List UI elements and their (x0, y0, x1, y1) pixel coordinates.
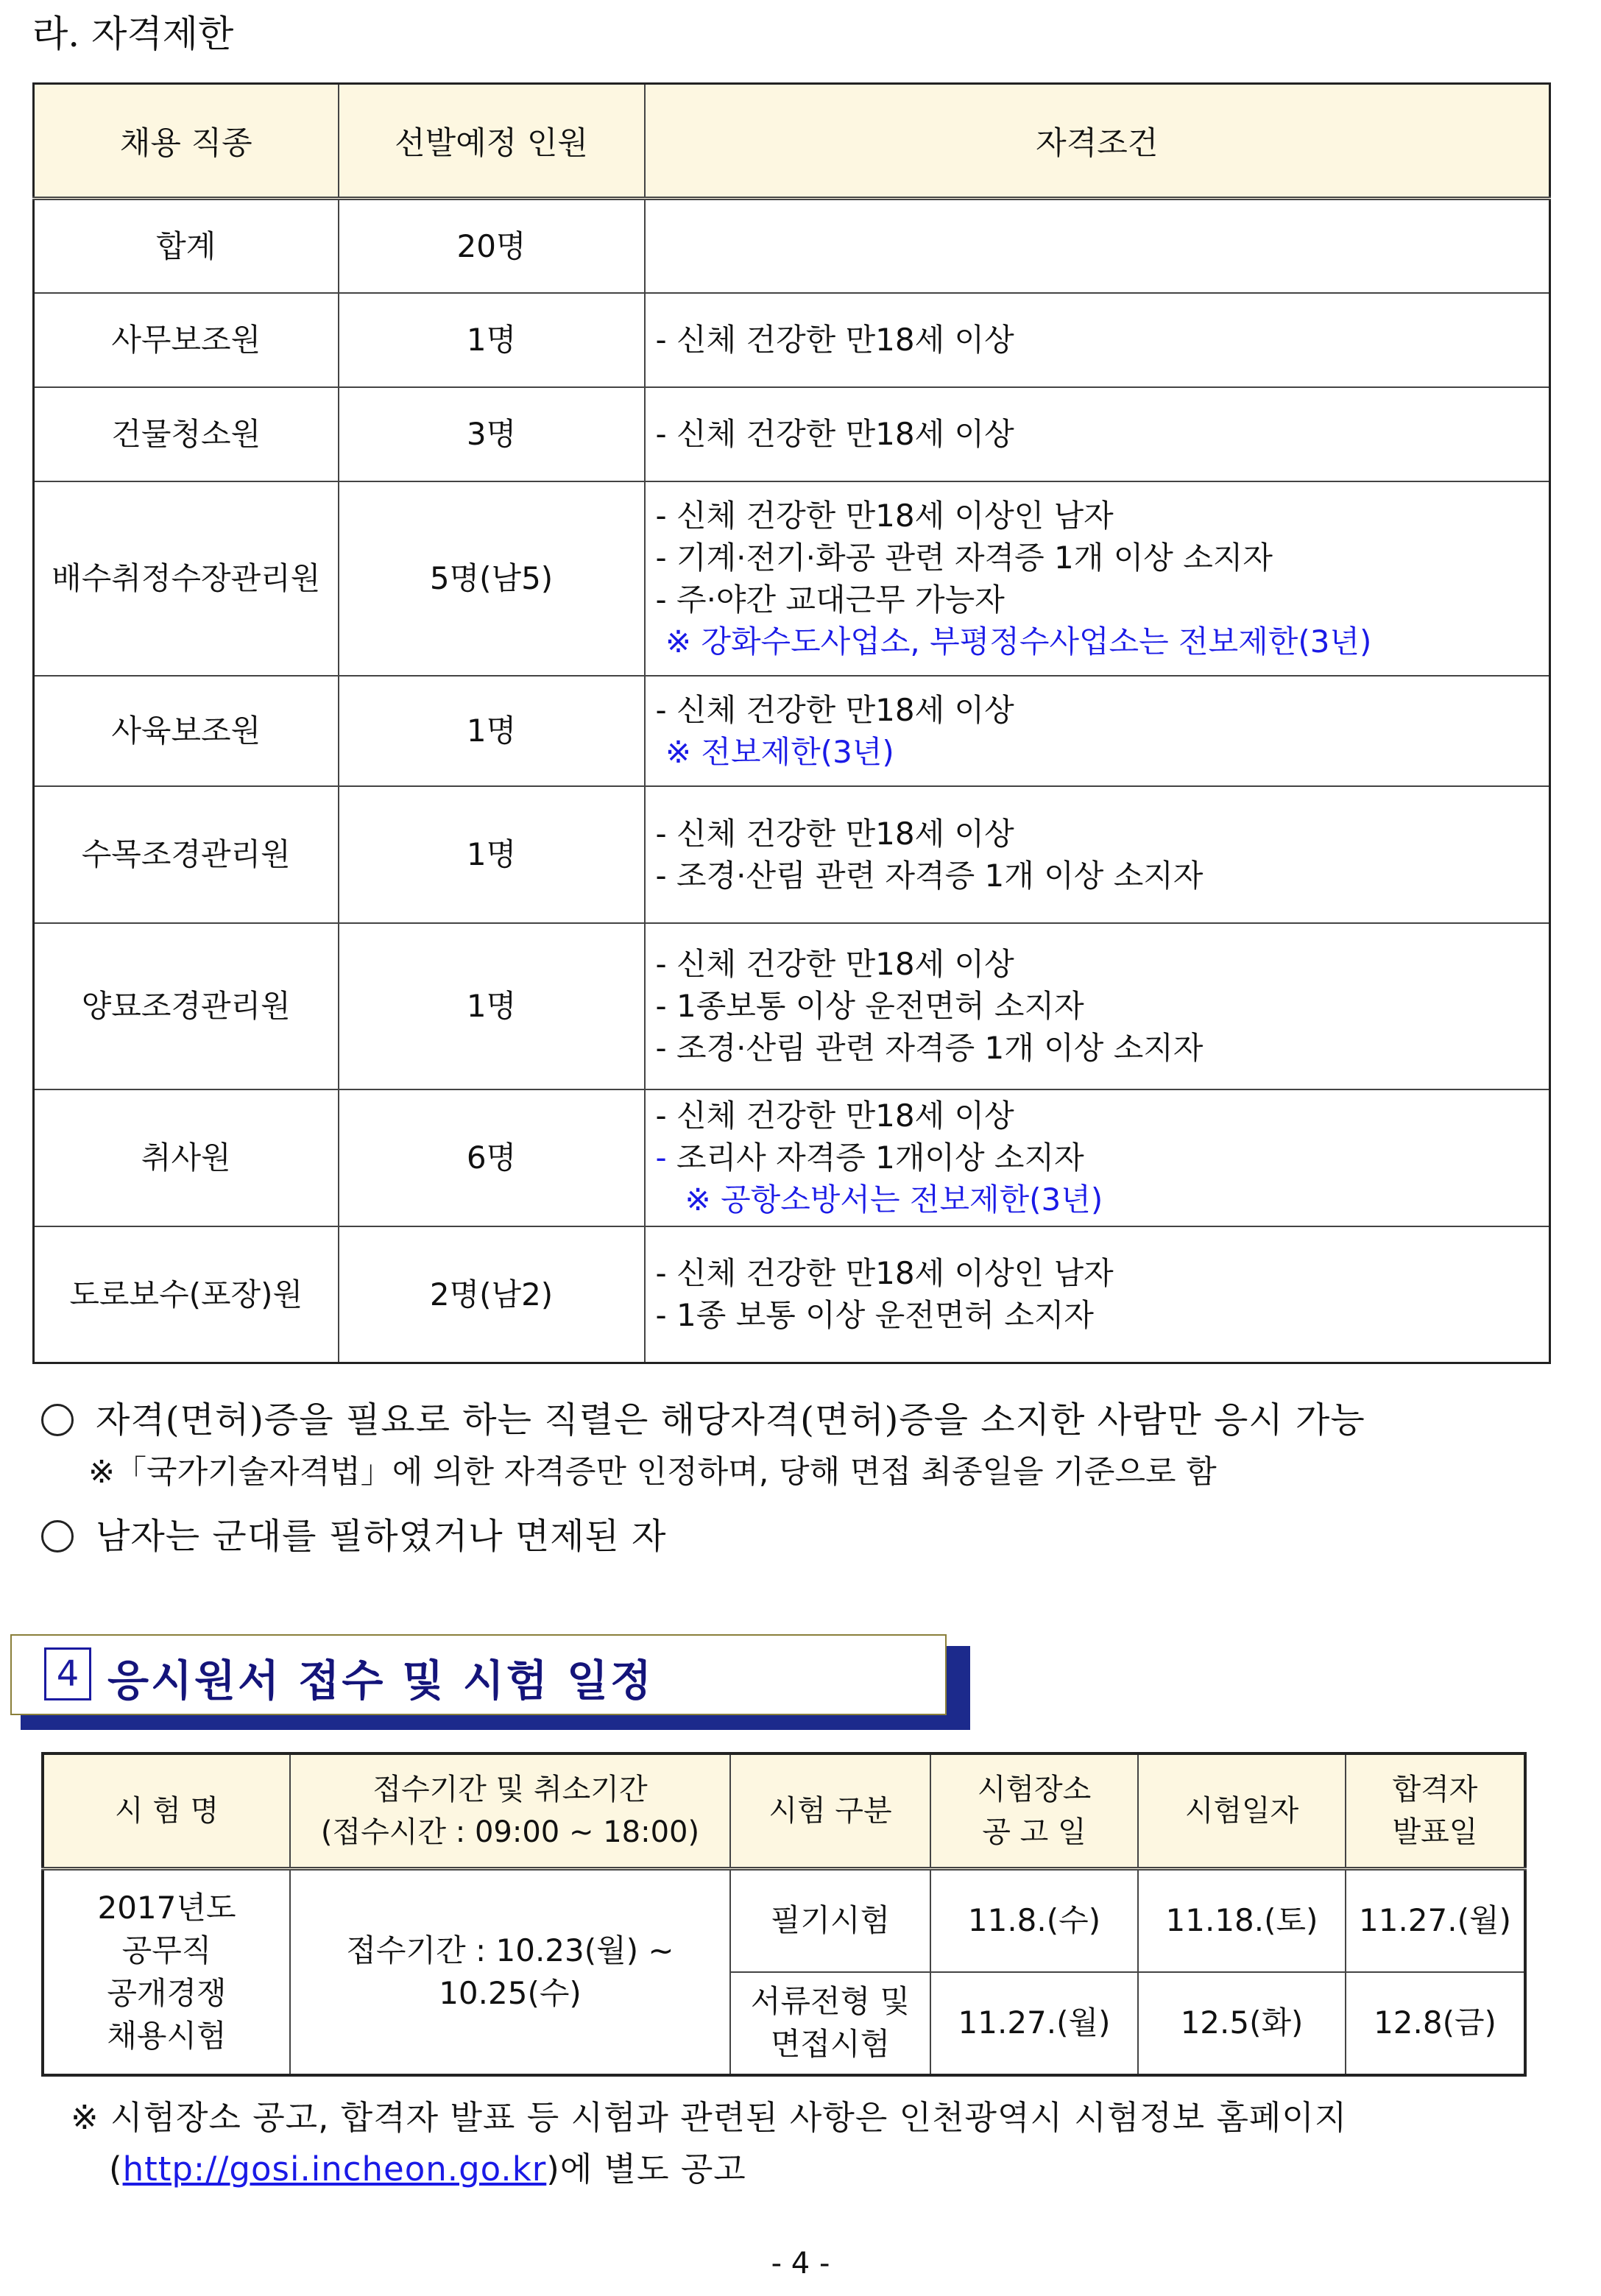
schedule-row (43, 1869, 1525, 1972)
count-cell: 3명 (339, 387, 645, 481)
exam-name-cell (43, 1869, 290, 2075)
conditions-cell (645, 1226, 1550, 1363)
qual-row (34, 199, 1550, 293)
period-cell (290, 1869, 730, 2075)
condition-line: - 신체 건강한 만18세 이상 (655, 1098, 1014, 1134)
exam-name-line: 2017년도 (97, 1889, 236, 1926)
exam-date-cell: 12.5(화) (1138, 1972, 1346, 2075)
transfer-restriction-note: ※ 전보제한(3년) (655, 733, 894, 770)
exam-date-cell: 11.18.(토) (1138, 1869, 1346, 1972)
qual-row (34, 786, 1550, 923)
transfer-restriction-note: ※ 강화수도사업소, 부평정수사업소는 전보제한(3년) (655, 623, 1372, 660)
count-cell: 1명 (339, 923, 645, 1089)
job-cell: 사육보조원 (34, 676, 339, 786)
job-cell: 양묘조경관리원 (34, 923, 339, 1089)
qual-row (34, 923, 1550, 1089)
bullet-military-text: 남자는 군대를 필하였거나 면제된 자 (96, 1516, 667, 1557)
header-count: 선발예정 인원 (339, 84, 645, 199)
count-cell: 2명(남2) (339, 1226, 645, 1363)
conditions-cell (645, 923, 1550, 1089)
header-period-line1: 접수기간 및 취소기간 (372, 1773, 648, 1806)
section4-header (10, 1634, 947, 1715)
schedule-table (41, 1752, 1527, 2077)
qual-row (34, 676, 1550, 786)
period-line: 10.25(수) (439, 1974, 582, 2011)
job-cell: 취사원 (34, 1089, 339, 1226)
conditions-cell (645, 293, 1550, 387)
job-cell: 합계 (34, 199, 339, 293)
condition-line: - 신체 건강한 만18세 이상인 남자 (655, 1255, 1114, 1292)
header-conditions: 자격조건 (645, 84, 1550, 199)
exam-name-line: 공무직 (121, 1932, 212, 1968)
circle-bullet-icon (41, 1404, 74, 1436)
conditions-cell (645, 1089, 1550, 1226)
result-date-cell: 12.8(금) (1346, 1972, 1525, 2075)
bullet-military (41, 1508, 667, 1558)
condition-line: - 신체 건강한 만18세 이상인 남자 (655, 497, 1114, 534)
circle-bullet-icon (41, 1520, 74, 1553)
condition-line: - 주·야간 교대근무 가능자 (655, 581, 1005, 618)
section4-number: 4 (44, 1647, 91, 1700)
qual-row (34, 293, 1550, 387)
condition-line: - 기계·전기·화공 관련 자격증 1개 이상 소지자 (655, 539, 1273, 576)
venue-date-cell: 11.8.(수) (930, 1869, 1138, 1972)
exam-type-cell (730, 1972, 930, 2075)
condition-line: - 조경·산림 관련 자격증 1개 이상 소지자 (655, 1030, 1204, 1066)
header-result-line2: 발표일 (1392, 1815, 1478, 1849)
header-exam-type: 시험 구분 (730, 1753, 930, 1869)
header-exam-date: 시험일자 (1138, 1753, 1346, 1869)
blue-dash: - (655, 1140, 667, 1176)
condition-line: - 신체 건강한 만18세 이상 (655, 416, 1014, 452)
period-line: 접수기간 : 10.23(월) ~ (346, 1932, 674, 1968)
qual-row (34, 1226, 1550, 1363)
count-cell: 5명(남5) (339, 481, 645, 676)
count-cell: 6명 (339, 1089, 645, 1226)
header-job: 채용 직종 (34, 84, 339, 199)
exam-type-cell: 필기시험 (730, 1869, 930, 1972)
count-cell: 1명 (339, 676, 645, 786)
header-result-date (1346, 1753, 1525, 1869)
condition-line: - 신체 건강한 만18세 이상 (655, 815, 1014, 852)
venue-date-cell: 11.27.(월) (930, 1972, 1138, 2075)
job-cell: 수목조경관리원 (34, 786, 339, 923)
conditions-cell (645, 676, 1550, 786)
job-cell: 건물청소원 (34, 387, 339, 481)
header-period (290, 1753, 730, 1869)
header-venue-announce (930, 1753, 1138, 1869)
qualification-table (32, 82, 1551, 1364)
count-cell: 20명 (339, 199, 645, 293)
qual-header-row (34, 84, 1550, 199)
section-title: 라. 자격제한 (32, 13, 234, 55)
qual-row (34, 481, 1550, 676)
footer-tail: )에 별도 공고 (546, 2150, 746, 2189)
bullet-license-note: ※「국가기술자격법」에 의한 자격증만 인정하며, 당해 면접 최종일을 기준으로 함 (88, 1454, 1217, 1491)
count-cell: 1명 (339, 293, 645, 387)
conditions-cell (645, 786, 1550, 923)
condition-line: - 신체 건강한 만18세 이상 (655, 322, 1014, 358)
header-period-line2: (접수시간 : 09:00 ~ 18:00) (320, 1815, 700, 1849)
header-exam-name: 시 험 명 (43, 1753, 290, 1869)
footer-note-line2 (109, 2142, 746, 2190)
schedule-header-row (43, 1753, 1525, 1869)
exam-name-line: 채용시험 (107, 2017, 227, 2054)
count-cell: 1명 (339, 786, 645, 923)
section4-title: 응시원서 접수 및 시험 일정 (107, 1656, 654, 1706)
qual-row (34, 387, 1550, 481)
bullet-license-text: 자격(면허)증을 필요로 하는 직렬은 해당자격(면허)증을 소지한 사람만 응시 가능 (96, 1399, 1365, 1441)
exam-type-line: 면접시험 (770, 2026, 891, 2062)
conditions-cell (645, 199, 1550, 293)
condition-line: - 1종 보통 이상 운전면허 소지자 (655, 1297, 1094, 1334)
footer-paren: ( (109, 2150, 123, 2189)
qual-row (34, 1089, 1550, 1226)
header-result-line1: 합격자 (1392, 1773, 1478, 1806)
job-cell: 배수취정수장관리원 (34, 481, 339, 676)
condition-line: - 조경·산림 관련 자격증 1개 이상 소지자 (655, 857, 1204, 894)
condition-line: - 1종보통 이상 운전면허 소지자 (655, 988, 1084, 1024)
gosi-homepage-link[interactable]: http://gosi.incheon.go.kr (122, 2150, 547, 2189)
header-venue-line2: 공 고 일 (982, 1815, 1086, 1849)
condition-line: - 신체 건강한 만18세 이상 (655, 946, 1014, 982)
job-cell: 도로보수(포장)원 (34, 1226, 339, 1363)
bullet-license (41, 1391, 1365, 1442)
exam-type-line: 서류전형 및 (750, 1983, 911, 2019)
job-cell: 사무보조원 (34, 293, 339, 387)
condition-line: - 신체 건강한 만18세 이상 (655, 691, 1014, 728)
transfer-restriction-note: ※ 공항소방서는 전보제한(3년) (655, 1181, 1103, 1218)
footer-note-line1: ※ 시험장소 공고, 합격자 발표 등 시험과 관련된 사항은 인천광역시 시험정보 홈페이지 (71, 2098, 1348, 2137)
condition-line: - 조리사 자격증 1개이상 소지자 (655, 1140, 1084, 1176)
exam-name-line: 공개경쟁 (107, 1974, 227, 2011)
conditions-cell (645, 481, 1550, 676)
conditions-cell (645, 387, 1550, 481)
header-venue-line1: 시험장소 (977, 1773, 1092, 1806)
result-date-cell: 11.27.(월) (1346, 1869, 1525, 1972)
page-number: - 4 - (771, 2247, 830, 2281)
